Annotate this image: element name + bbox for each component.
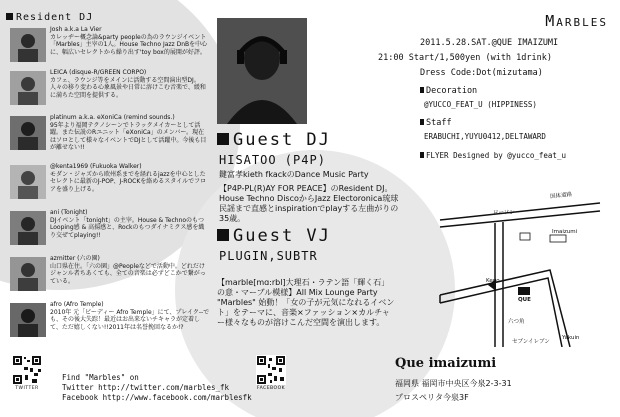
dj-description: 山口県在住。「六の園」@Peopleなどで活動中。どれだけジャンル者ちあくても、全ての音楽は必ずどこかで繋がっている。 (50, 263, 206, 285)
map-label-rokkakuji: 六つ角 (508, 319, 525, 325)
dj-photo (10, 303, 46, 337)
twitter-link[interactable]: Twitter http://twitter.com/marbles_fk (62, 383, 230, 392)
staff-label: Staff (420, 118, 452, 128)
dj-entry (10, 303, 210, 351)
venue-name: Que imaizumi (395, 356, 497, 371)
dj-entry (10, 211, 210, 259)
decoration-label: Decoration (420, 86, 477, 96)
dj-photo (10, 71, 46, 105)
guest-dj-heading: Guest DJ (217, 130, 331, 150)
dj-description: 95年より福岡テクノシーンでトラックメイカーとして活躍。また伝説のRユニット「eXoniCa」のメンバー。現在はソロとして様々なイベントでDJとして活躍中。今後も目が離せない!! (50, 122, 207, 152)
dj-name: ani (Tonight) (50, 209, 88, 216)
guest-dj-description: 【P4P-PL(R)AY FOR PEACE】のResident DJ。House Techno DiscoからJazz Electoronica琉球民謡まで直感とinspirationでplayする左曲がりの35歳。 (219, 184, 399, 223)
qr-label-facebook: FACEBOOK (256, 386, 286, 391)
dj-description: カレッヂー概念論&party peopleの為のラウンジイベント「Marbles」主宰の1人。House Techno Jazz DnBを中心に、幅広いセレクトから繰り出す'toy box的展開が好評。 (50, 34, 208, 56)
staff-value: ERABUCHI,YUYU0412,DELTAWARD (424, 132, 546, 141)
dj-name: afro (Afro Temple) (50, 301, 104, 308)
dj-name: LEICA (disque-R/GREEN CORPO) (50, 69, 147, 76)
dj-name: Josh a.k.a La Vier (50, 26, 102, 33)
twitter-qr-code[interactable] (12, 355, 42, 385)
facebook-link[interactable]: Facebook http://www.facebook.com/marblesfk (62, 393, 252, 402)
event-dress: Dress Code:Dot(mizutama) (420, 68, 543, 78)
dj-description: カフェ、ラウンジ等をメインに活動する空間演出型DJ。人々の移り変わる心象風景や日常に溶けこむ音楽で、緩和に満ちた空間を提供する。 (50, 77, 206, 99)
venue-map (400, 175, 610, 347)
map-label-seven: セブンイレブン (512, 339, 550, 345)
venue-address-2: プロスペリタ今泉3F (395, 393, 469, 402)
map-label-yakuin: Yakuin (562, 335, 580, 341)
event-title: Marbles (545, 12, 608, 30)
dj-photo (10, 165, 46, 199)
map-label-que: QUE (518, 297, 531, 303)
dj-description: モダン・ジャズから欧州系までを経れるjazzを中心としたセレクトに最新のJ-POP、J-ROCKを絡めるスタイルでフロアを盛り上げる。 (50, 171, 207, 193)
about-text: 【marble[mɑ:rbl]大理石・ラテン語「輝く石」の意・マーブル模様】All Mix Lounge Party "Marbles" 始動！「女の子が元気になれるイベント」をテーマに、音楽×ファッション×カルチャー様々なものが溶けこんだ空間を演出します。 (217, 278, 395, 327)
map-graphic (400, 175, 610, 347)
decoration-value: @YUCCO_FEAT_U (HIPPINESS) (424, 100, 537, 109)
event-time: 21:00 Start/1,500yen (with 1drink) (378, 53, 552, 63)
dj-entry (10, 257, 210, 305)
find-text: Find "Marbles" on (62, 373, 139, 382)
dj-photo (10, 211, 46, 245)
dj-photo (10, 257, 46, 291)
guest-dj-name: HISATOO (P4P) (219, 153, 326, 167)
qr-label-twitter: TWITTER (15, 386, 39, 391)
dj-photo (10, 28, 46, 62)
resident-heading: Resident DJ (6, 12, 93, 23)
dj-name: azmitter (六の園) (50, 255, 100, 262)
venue-address-1: 福岡県 福岡市中央区今泉2-3-31 (395, 379, 512, 388)
dj-photo (10, 116, 46, 150)
map-label-lawson: ローソン (493, 210, 515, 216)
dj-description: DJイベント「tonight」の主宰。House & Technoのもつ Looping感 & 高揚感と、Rockのもつダイナミクス感を織り交ぜてplaying!! (50, 217, 205, 239)
map-label-kokutai: 国体道路 (549, 191, 573, 201)
flyer-credit: FLYER Designed by @yucco_feat_u (420, 151, 566, 160)
guest-vj-heading: Guest VJ (217, 226, 331, 246)
guest-dj-photo (217, 18, 307, 124)
map-label-kego: Kego (486, 278, 500, 284)
event-date: 2011.5.28.SAT.@QUE IMAIZUMI (420, 38, 559, 48)
facebook-qr-code[interactable] (256, 355, 286, 385)
dj-description: 2010年 元「ビーディー Afro Temple」にて、プレイク--でも、その後大失踪！最近はお出来ないチキャラが定着して、ただ嬉しくない!!2011年は名誉挽回なるか!? (50, 309, 210, 331)
guest-dj-subtitle: 鍵富孝kieth fkackのDance Music Party (219, 170, 369, 179)
dj-name: platinum a.k.a. eXoniCa (remind sounds.) (50, 114, 175, 121)
dj-entry (10, 165, 210, 213)
map-label-imaizumi: Imaizumi (552, 229, 578, 235)
guest-vj-name: PLUGIN,SUBTR (219, 249, 318, 263)
dj-name: @kenta1969 (Fukuoka Walker) (50, 163, 142, 170)
dj-entry (10, 71, 210, 119)
dj-entry (10, 116, 210, 164)
